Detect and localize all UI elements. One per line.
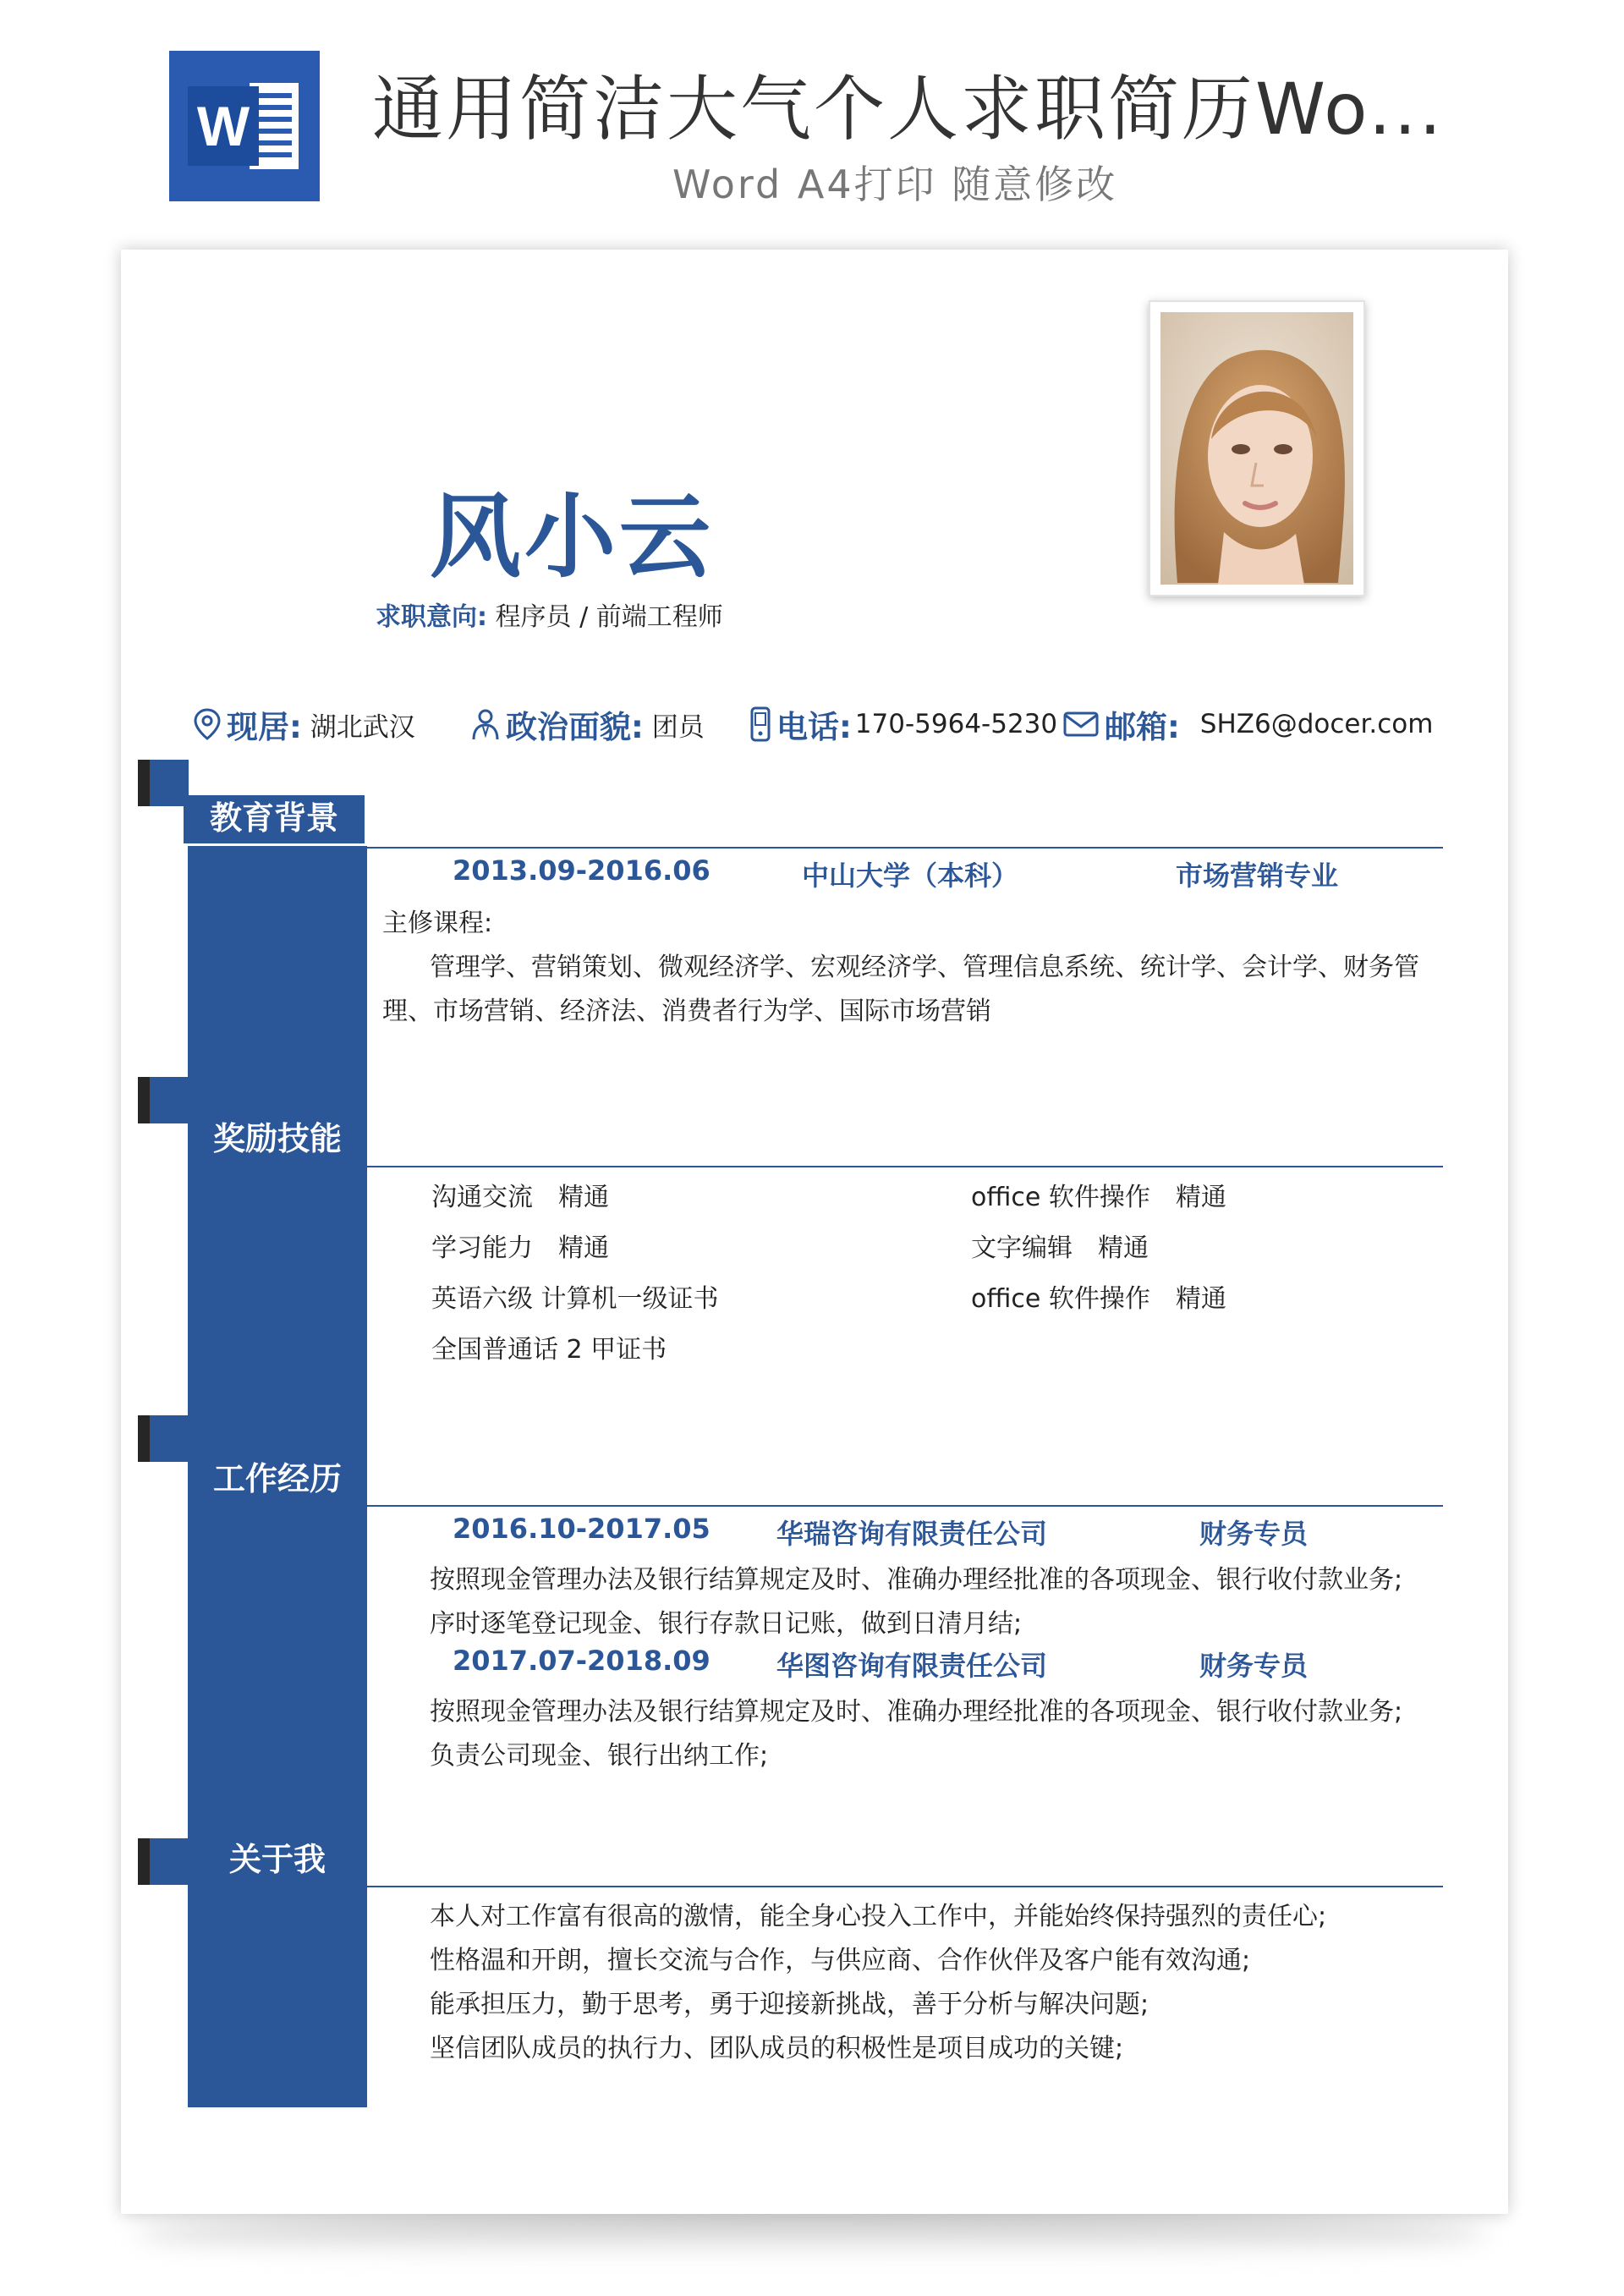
section-skills-rule bbox=[367, 1166, 1443, 1167]
skill-item: office 软件操作 精通 bbox=[971, 1183, 1226, 1212]
candidate-name: 风小云 bbox=[430, 485, 715, 590]
page-title: 通用简洁大气个人求职简历Wo... bbox=[372, 68, 1445, 151]
about-line: 性格温和开朗，擅长交流与合作，与供应商、合作伙伴及客户能有效沟通; bbox=[430, 1946, 1251, 1975]
about-line: 能承担压力，勤于思考，勇于迎接新挑战，善于分析与解决问题; bbox=[430, 1990, 1149, 2019]
job-company: 华瑞咨询有限责任公司 bbox=[776, 1518, 1048, 1550]
section-marker-dark bbox=[138, 1077, 150, 1123]
contact-political bbox=[470, 704, 705, 744]
job-intent bbox=[376, 596, 723, 633]
job-intent-label: 求职意向: bbox=[376, 602, 487, 632]
about-line: 本人对工作富有很高的激情，能全身心投入工作中，并能始终保持强烈的责任心; bbox=[430, 1902, 1327, 1931]
section-work-title: 工作经历 bbox=[188, 1453, 367, 1504]
skill-item: office 软件操作 精通 bbox=[971, 1284, 1226, 1314]
job-role: 财务专员 bbox=[1199, 1518, 1309, 1550]
skill-item: 学习能力 精通 bbox=[431, 1233, 609, 1263]
skill-item: 全国普通话 2 甲证书 bbox=[431, 1335, 667, 1365]
education-school: 中山大学（本科） bbox=[802, 860, 1019, 892]
portrait-photo bbox=[1149, 300, 1365, 596]
section-marker-dark bbox=[138, 760, 150, 806]
education-courses-label: 主修课程: bbox=[382, 909, 493, 938]
location-icon bbox=[193, 707, 222, 741]
paper-shadow bbox=[135, 2210, 1489, 2257]
section-work-rule bbox=[367, 1505, 1443, 1507]
contact-location-label: 现居: bbox=[227, 709, 302, 745]
education-period: 2013.09-2016.06 bbox=[453, 854, 710, 887]
contact-email bbox=[1062, 704, 1433, 744]
job-period: 2017.07-2018.09 bbox=[453, 1645, 710, 1677]
job-duty: 序时逐笔登记现金、银行存款日记账，做到日清月结; bbox=[430, 1609, 1023, 1639]
education-courses-line: 理、市场营销、经济法、消费者行为学、国际市场营销 bbox=[382, 997, 991, 1026]
skill-item: 英语六级 计算机一级证书 bbox=[431, 1284, 719, 1314]
contact-political-label: 政治面貌: bbox=[506, 709, 644, 745]
person-icon bbox=[470, 707, 501, 741]
contact-location bbox=[193, 704, 415, 744]
phone-icon bbox=[749, 706, 771, 743]
section-about-rule bbox=[367, 1886, 1443, 1887]
contact-email-value: SHZ6@docer.com bbox=[1199, 709, 1434, 739]
job-intent-value: 程序员 / 前端工程师 bbox=[495, 602, 723, 632]
contact-location-value: 湖北武汉 bbox=[310, 711, 415, 743]
section-about-title: 关于我 bbox=[188, 1834, 367, 1885]
section-education-title: 教育背景 bbox=[184, 795, 367, 846]
education-courses-line: 管理学、营销策划、微观经济学、宏观经济学、管理信息系统、统计学、会计学、财务管 bbox=[430, 953, 1419, 982]
contact-email-label: 邮箱: bbox=[1105, 709, 1180, 745]
section-marker-dark bbox=[138, 1838, 150, 1885]
section-education-rule bbox=[367, 847, 1443, 849]
job-duty: 按照现金管理办法及银行结算规定及时、准确办理经批准的各项现金、银行收付款业务; bbox=[430, 1565, 1403, 1595]
job-company: 华图咨询有限责任公司 bbox=[776, 1650, 1048, 1682]
mail-icon bbox=[1062, 710, 1100, 739]
skill-item: 沟通交流 精通 bbox=[431, 1183, 609, 1212]
svg-text:W: W bbox=[196, 95, 250, 157]
job-duty: 按照现金管理办法及银行结算规定及时、准确办理经批准的各项现金、银行收付款业务; bbox=[430, 1697, 1403, 1727]
section-marker-dark bbox=[138, 1415, 150, 1462]
skill-item: 文字编辑 精通 bbox=[971, 1233, 1149, 1263]
job-role: 财务专员 bbox=[1199, 1650, 1309, 1682]
about-line: 坚信团队成员的执行力、团队成员的积极性是项目成功的关键; bbox=[430, 2034, 1124, 2063]
word-doc-icon bbox=[169, 51, 320, 201]
job-period: 2016.10-2017.05 bbox=[453, 1513, 710, 1545]
contact-phone-value: 170-5964-5230 bbox=[854, 709, 1058, 739]
contact-phone-label: 电话: bbox=[776, 709, 852, 745]
page-subtitle: Word A4打印 随意修改 bbox=[672, 162, 1118, 207]
contact-phone bbox=[749, 704, 1057, 744]
section-skills-title: 奖励技能 bbox=[188, 1113, 367, 1164]
contact-political-value: 团员 bbox=[651, 711, 705, 743]
job-duty: 负责公司现金、银行出纳工作; bbox=[430, 1741, 769, 1771]
education-major: 市场营销专业 bbox=[1176, 860, 1339, 892]
